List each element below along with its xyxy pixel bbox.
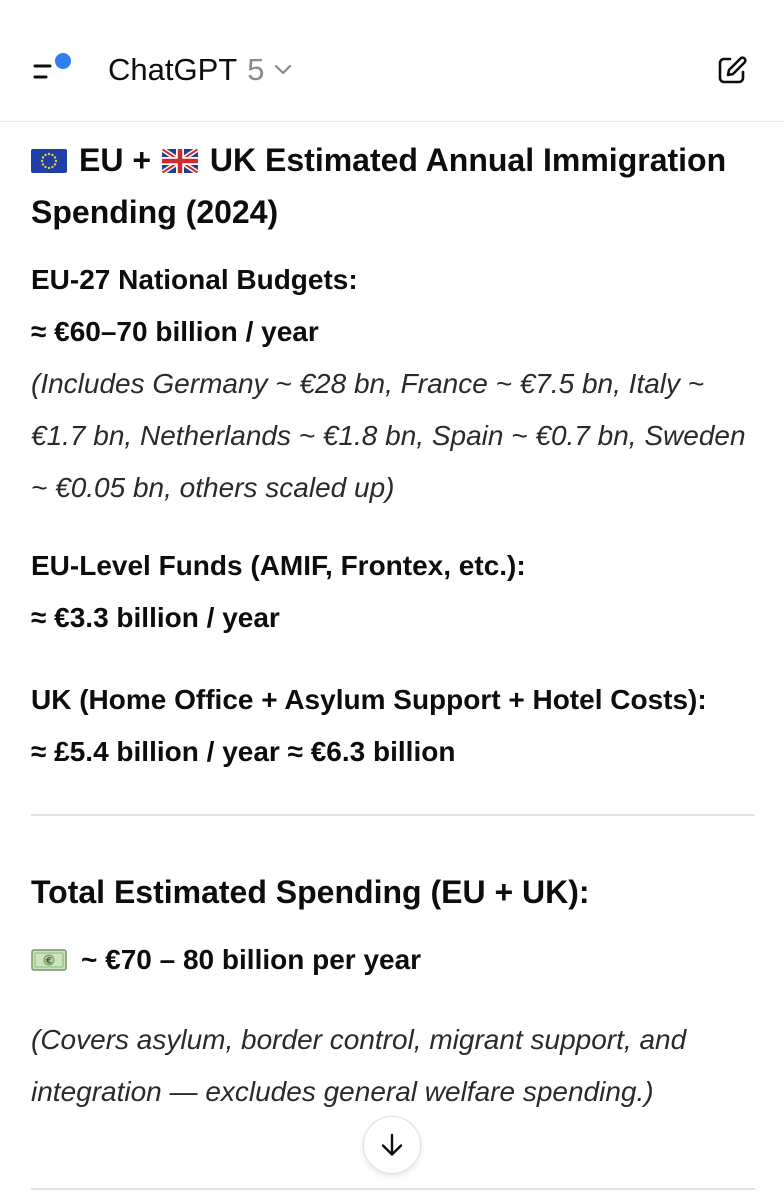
eu27-label: EU-27 National Budgets: xyxy=(31,264,358,295)
model-version: 5 xyxy=(247,52,265,87)
total-note: (Covers asylum, border control, migrant support, and integration — excludes general welfare spending.) xyxy=(31,1024,687,1107)
eu27-section xyxy=(31,254,755,514)
heading-text-uk: UK Estimated Annual Immigration Spending (2024) xyxy=(31,142,727,230)
top-bar xyxy=(0,0,784,122)
new-chat-button[interactable] xyxy=(712,48,752,92)
uk-label: UK (Home Office + Asylum Support + Hotel Costs): xyxy=(31,684,707,715)
eu-level-value: ≈ €3.3 billion / year xyxy=(31,602,280,633)
sidebar-menu-icon xyxy=(24,48,76,92)
eu27-value: ≈ €60–70 billion / year xyxy=(31,316,319,347)
assistant-message xyxy=(31,122,755,1118)
eu-level-label: EU-Level Funds (AMIF, Frontex, etc.): xyxy=(31,550,526,581)
new-chat-edit-icon xyxy=(716,54,748,86)
arrow-down-icon xyxy=(379,1132,405,1158)
scroll-to-bottom-button[interactable] xyxy=(363,1116,421,1174)
eu27-note: (Includes Germany ~ €28 bn, France ~ €7.5 bn, Italy ~ €1.7 bn, Netherlands ~ €1.8 bn, Spain ~ €0.7 bn, Sweden ~ €0.05 bn, others scaled up) xyxy=(31,368,746,503)
eu-flag-icon xyxy=(31,149,67,173)
money-banknote-icon xyxy=(31,947,67,973)
divider xyxy=(31,814,755,816)
message-heading xyxy=(31,134,755,238)
uk-value: ≈ £5.4 billion / year ≈ €6.3 billion xyxy=(31,736,456,767)
eu-level-section xyxy=(31,540,755,644)
uk-section xyxy=(31,674,755,778)
total-value: ~ €70 – 80 billion per year xyxy=(81,944,422,975)
heading-text-eu: EU + xyxy=(79,142,152,178)
chevron-down-icon xyxy=(274,64,292,76)
svg-text:€: € xyxy=(45,956,53,967)
notification-dot xyxy=(55,53,71,69)
sidebar-menu-button[interactable] xyxy=(24,48,76,92)
total-heading: Total Estimated Spending (EU + UK): xyxy=(31,874,590,910)
total-value-line xyxy=(31,934,755,986)
uk-flag-icon xyxy=(162,149,198,173)
bottom-divider xyxy=(31,1188,755,1190)
app-name: ChatGPT xyxy=(108,52,238,87)
model-selector[interactable] xyxy=(108,48,292,92)
